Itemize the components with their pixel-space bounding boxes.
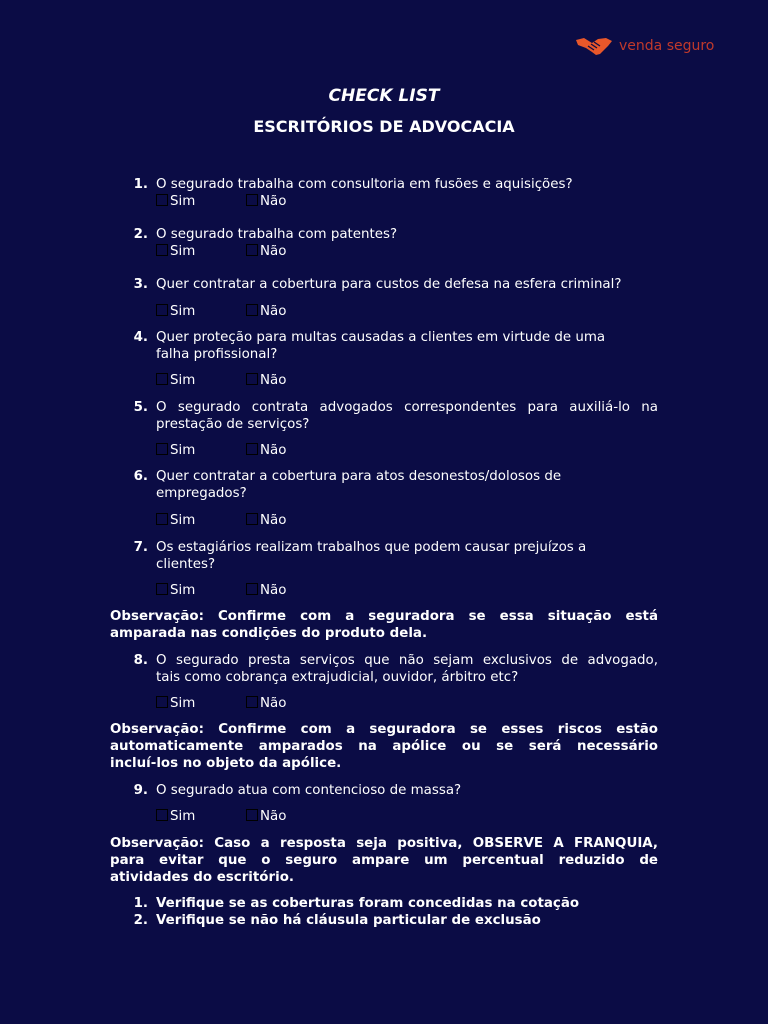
question-text-line-1: O segurado contrata advogados correspondentes para auxiliá-lo na — [156, 400, 658, 415]
final-item-2 — [110, 912, 658, 929]
final-item-text: Verifique se as coberturas foram concedidas na cotação — [156, 896, 580, 911]
option-yes[interactable] — [156, 303, 195, 320]
page-title: CHECK LIST — [328, 86, 440, 106]
final-item-text: Verifique se não há cláusula particular de exclusão — [156, 913, 541, 928]
question-number: 2. — [133, 227, 148, 242]
option-label: Não — [260, 513, 287, 528]
question-9 — [110, 782, 658, 799]
question-2 — [110, 226, 658, 243]
checkbox[interactable] — [246, 373, 258, 385]
question-text-line-2: empregados? — [156, 486, 247, 501]
question-number: 6. — [133, 469, 148, 484]
question-6 — [110, 468, 658, 502]
option-yes[interactable] — [156, 512, 195, 529]
question-3 — [110, 276, 658, 293]
checkbox[interactable] — [246, 304, 258, 316]
option-label: Não — [260, 696, 287, 711]
checkbox[interactable] — [246, 513, 258, 525]
option-yes[interactable] — [156, 808, 195, 825]
option-label: Não — [260, 244, 287, 259]
option-no[interactable] — [246, 695, 286, 712]
option-label: Não — [260, 373, 287, 388]
option-label: Sim — [170, 373, 196, 388]
question-1 — [110, 176, 658, 193]
option-label: Sim — [170, 244, 196, 259]
final-item-number: 1. — [133, 896, 148, 911]
option-no[interactable] — [246, 442, 286, 459]
option-label: Não — [260, 809, 287, 824]
checkbox[interactable] — [246, 194, 258, 206]
question-text-line-1: O segurado presta serviços que não sejam exclusivos de advogado, — [156, 653, 658, 668]
checkbox[interactable] — [156, 443, 168, 455]
option-yes[interactable] — [156, 243, 195, 260]
question-number: 4. — [133, 330, 148, 345]
option-no[interactable] — [246, 512, 286, 529]
observation-line-1: Observação: Confirme com a seguradora se essa situação está — [110, 609, 658, 624]
option-yes[interactable] — [156, 582, 195, 599]
checkbox[interactable] — [156, 583, 168, 595]
logo-text: venda seguro — [619, 38, 715, 54]
observation-line-3: incluí-los no objeto da apólice. — [110, 756, 342, 771]
question-text: O segurado trabalha com consultoria em fusões e aquisições? — [156, 177, 573, 192]
checkbox[interactable] — [156, 304, 168, 316]
option-yes[interactable] — [156, 372, 195, 389]
page-subtitle: ESCRITÓRIOS DE ADVOCACIA — [253, 117, 515, 136]
checkbox[interactable] — [156, 373, 168, 385]
observation-line-1: Observação: Confirme com a seguradora se esses riscos estão — [110, 722, 658, 737]
final-item-1 — [110, 895, 658, 912]
question-text-line-1: Quer contratar a cobertura para atos desonestos/dolosos de — [156, 469, 562, 484]
question-number: 1. — [133, 177, 148, 192]
question-number: 3. — [133, 277, 148, 292]
question-number: 7. — [133, 540, 148, 555]
checkbox[interactable] — [156, 194, 168, 206]
observation-line-2: automaticamente amparados na apólice ou se será necessário — [110, 739, 658, 754]
question-text-line-2: tais como cobrança extrajudicial, ouvidor, árbitro etc? — [156, 670, 519, 685]
option-label: Não — [260, 194, 287, 209]
question-text-line-2: clientes? — [156, 557, 216, 572]
checkbox[interactable] — [246, 696, 258, 708]
observation-2 — [110, 721, 658, 772]
option-no[interactable] — [246, 243, 286, 260]
observation-3 — [110, 835, 658, 886]
observation-line-2: para evitar que o seguro ampare um percentual reduzido de — [110, 853, 658, 868]
checkbox[interactable] — [156, 513, 168, 525]
observation-1 — [110, 608, 658, 642]
logo — [574, 34, 714, 58]
checkbox[interactable] — [246, 443, 258, 455]
question-number: 9. — [133, 783, 148, 798]
handshake-icon — [574, 34, 614, 58]
option-no[interactable] — [246, 372, 286, 389]
option-yes[interactable] — [156, 442, 195, 459]
question-5 — [110, 399, 658, 433]
checkbox[interactable] — [156, 696, 168, 708]
checkbox[interactable] — [246, 244, 258, 256]
question-text: O segurado atua com contencioso de massa? — [156, 783, 462, 798]
checkbox[interactable] — [246, 583, 258, 595]
question-8 — [110, 652, 658, 686]
option-yes[interactable] — [156, 193, 195, 210]
question-4 — [110, 329, 658, 363]
option-label: Sim — [170, 583, 196, 598]
question-text-line-1: Quer proteção para multas causadas a clientes em virtude de uma — [156, 330, 606, 345]
question-text-line-2: prestação de serviços? — [156, 417, 310, 432]
observation-line-3: atividades do escritório. — [110, 870, 294, 885]
observation-line-2: amparada nas condições do produto dela. — [110, 626, 428, 641]
option-label: Sim — [170, 809, 196, 824]
observation-line-1: Observação: Caso a resposta seja positiva, OBSERVE A FRANQUIA, — [110, 836, 658, 851]
question-7 — [110, 539, 658, 573]
question-text: Quer contratar a cobertura para custos de defesa na esfera criminal? — [156, 277, 622, 292]
question-text-line-1: Os estagiários realizam trabalhos que podem causar prejuízos a — [156, 540, 587, 555]
option-label: Não — [260, 304, 287, 319]
option-label: Sim — [170, 443, 196, 458]
question-number: 5. — [133, 400, 148, 415]
option-label: Sim — [170, 304, 196, 319]
checkbox[interactable] — [156, 809, 168, 821]
option-yes[interactable] — [156, 695, 195, 712]
option-label: Não — [260, 443, 287, 458]
question-text: O segurado trabalha com patentes? — [156, 227, 398, 242]
option-no[interactable] — [246, 808, 286, 825]
option-no[interactable] — [246, 193, 286, 210]
question-text-line-2: falha profissional? — [156, 347, 278, 362]
checkbox[interactable] — [156, 244, 168, 256]
option-label: Não — [260, 583, 287, 598]
checkbox[interactable] — [246, 809, 258, 821]
option-no[interactable] — [246, 303, 286, 320]
final-item-number: 2. — [133, 913, 148, 928]
option-label: Sim — [170, 696, 196, 711]
option-label: Sim — [170, 513, 196, 528]
option-label: Sim — [170, 194, 196, 209]
option-no[interactable] — [246, 582, 286, 599]
question-number: 8. — [133, 653, 148, 668]
